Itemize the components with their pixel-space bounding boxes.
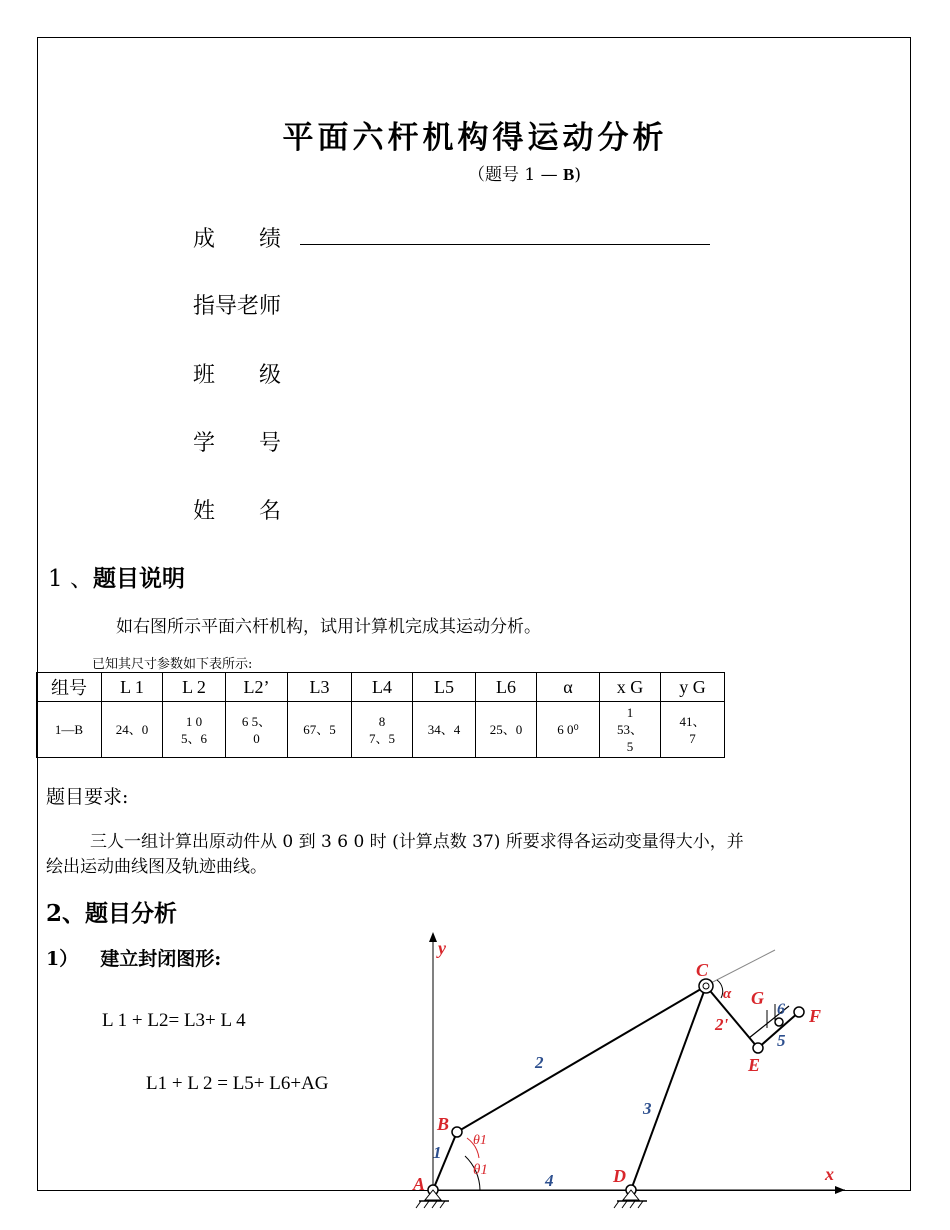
requirements-label: 题目要求:: [46, 786, 129, 808]
joint-f: [794, 1007, 804, 1017]
col-header: L6: [476, 673, 537, 702]
alpha-arc: [717, 980, 723, 998]
class-label-char2: 级: [259, 363, 282, 388]
class-label: [193, 358, 281, 389]
joint-c-inner: [703, 983, 709, 989]
table-cell: 41、 7: [661, 702, 725, 758]
label-g: G: [751, 988, 764, 1008]
footer-line-right: [855, 1190, 911, 1191]
label-e: E: [748, 1055, 761, 1075]
table-cell: 6 0⁰: [537, 702, 600, 758]
subtitle-prefix: （题号 1 —: [468, 165, 558, 185]
requirements-line2: 绘出运动曲线图及轨迹曲线。: [46, 857, 267, 877]
table-caption: 已知其尺寸参数如下表所示:: [92, 657, 253, 672]
extension-line: [705, 950, 775, 986]
step1-number: 1）: [46, 948, 79, 970]
student-id-label: [193, 426, 281, 457]
table-cell: 6 5、 0: [226, 702, 288, 758]
section1-number: 1 、: [48, 566, 93, 592]
problem-description: 如右图所示平面六杆机构，试用计算机完成其运动分析。: [116, 617, 541, 637]
label-link-2-prime: 2': [715, 1015, 729, 1034]
table-cell: 24、0: [102, 702, 163, 758]
table-cell: 1 53、 5: [600, 702, 661, 758]
label-f: F: [809, 1006, 822, 1026]
formula-loop2: L1 + L 2 = L5+ L6+AG: [146, 1073, 329, 1094]
table-row: [37, 702, 725, 758]
class-label-char1: 班: [193, 363, 216, 388]
label-a: A: [413, 1174, 426, 1194]
ground-support-d: [614, 1190, 647, 1208]
section2-heading: 2、题目分析: [46, 900, 178, 927]
col-header: L5: [413, 673, 476, 702]
name-label-char2: 名: [259, 499, 282, 524]
joint-e: [753, 1043, 763, 1053]
col-header: x G: [600, 673, 661, 702]
table-cell: 8 7、5: [352, 702, 413, 758]
link-3: [631, 986, 706, 1190]
label-link-3: 3: [643, 1099, 652, 1118]
col-header: y G: [661, 673, 725, 702]
footer-line-left: [37, 1190, 395, 1191]
table-cell: 34、4: [413, 702, 476, 758]
label-link-1: 1: [433, 1143, 442, 1162]
label-x: x: [825, 1164, 834, 1184]
step1-title: 建立封闭图形:: [100, 948, 222, 970]
label-b: B: [437, 1114, 450, 1134]
joint-b: [452, 1127, 462, 1137]
formula-loop1: L 1 + L2= L3+ L 4: [102, 1010, 246, 1031]
label-y: y: [438, 938, 446, 958]
col-header: L2’: [226, 673, 288, 702]
x-axis-arrow: [835, 1186, 845, 1194]
table-cell: 67、5: [288, 702, 352, 758]
y-axis-arrow: [429, 932, 437, 942]
link-2: [457, 986, 706, 1132]
requirements-line1: 三人一组计算出原动件从 0 到 3 6 0 时 (计算点数 37) 所要求得各运动变量得大小，并: [90, 832, 744, 852]
score-label-char2: 绩: [259, 227, 282, 252]
problem-number: [468, 160, 581, 185]
score-label: [193, 222, 281, 253]
table-cell: 1 0 5、6: [163, 702, 226, 758]
table-header-row: [37, 673, 725, 702]
col-header: L4: [352, 673, 413, 702]
label-theta-bottom: θ1: [473, 1162, 488, 1178]
label-c: C: [696, 960, 709, 980]
col-header: L 1: [102, 673, 163, 702]
col-header: L 2: [163, 673, 226, 702]
col-header: L3: [288, 673, 352, 702]
teacher-label: 指导老师: [193, 294, 282, 319]
section1-heading: [48, 560, 185, 593]
section1-title: 题目说明: [92, 565, 185, 592]
subtitle-code: B: [563, 165, 575, 184]
parameter-table: [36, 672, 725, 758]
label-theta-top: θ1: [473, 1133, 487, 1148]
mechanism-diagram: [405, 928, 855, 1210]
score-label-char1: 成: [193, 227, 216, 252]
label-d: D: [613, 1166, 626, 1186]
student-id-char1: 学: [193, 431, 216, 456]
label-link-4: 4: [545, 1171, 554, 1190]
table-cell: 1—B: [37, 702, 102, 758]
label-link-2: 2: [535, 1053, 544, 1072]
table-cell: 25、0: [476, 702, 537, 758]
name-label-char1: 姓: [193, 499, 216, 524]
label-alpha: α: [723, 986, 732, 1002]
label-link-5: 5: [777, 1031, 786, 1050]
col-header: 组号: [37, 673, 102, 702]
joint-g: [775, 1018, 783, 1026]
score-fill-line: [300, 244, 710, 245]
step1-heading: [46, 944, 221, 971]
label-link-6: 6: [777, 1001, 785, 1018]
name-label: [193, 494, 281, 525]
col-header: α: [537, 673, 600, 702]
subtitle-suffix: ): [574, 165, 582, 185]
page-title: 平面六杆机构得运动分析: [282, 120, 668, 156]
student-id-char2: 号: [259, 431, 282, 456]
